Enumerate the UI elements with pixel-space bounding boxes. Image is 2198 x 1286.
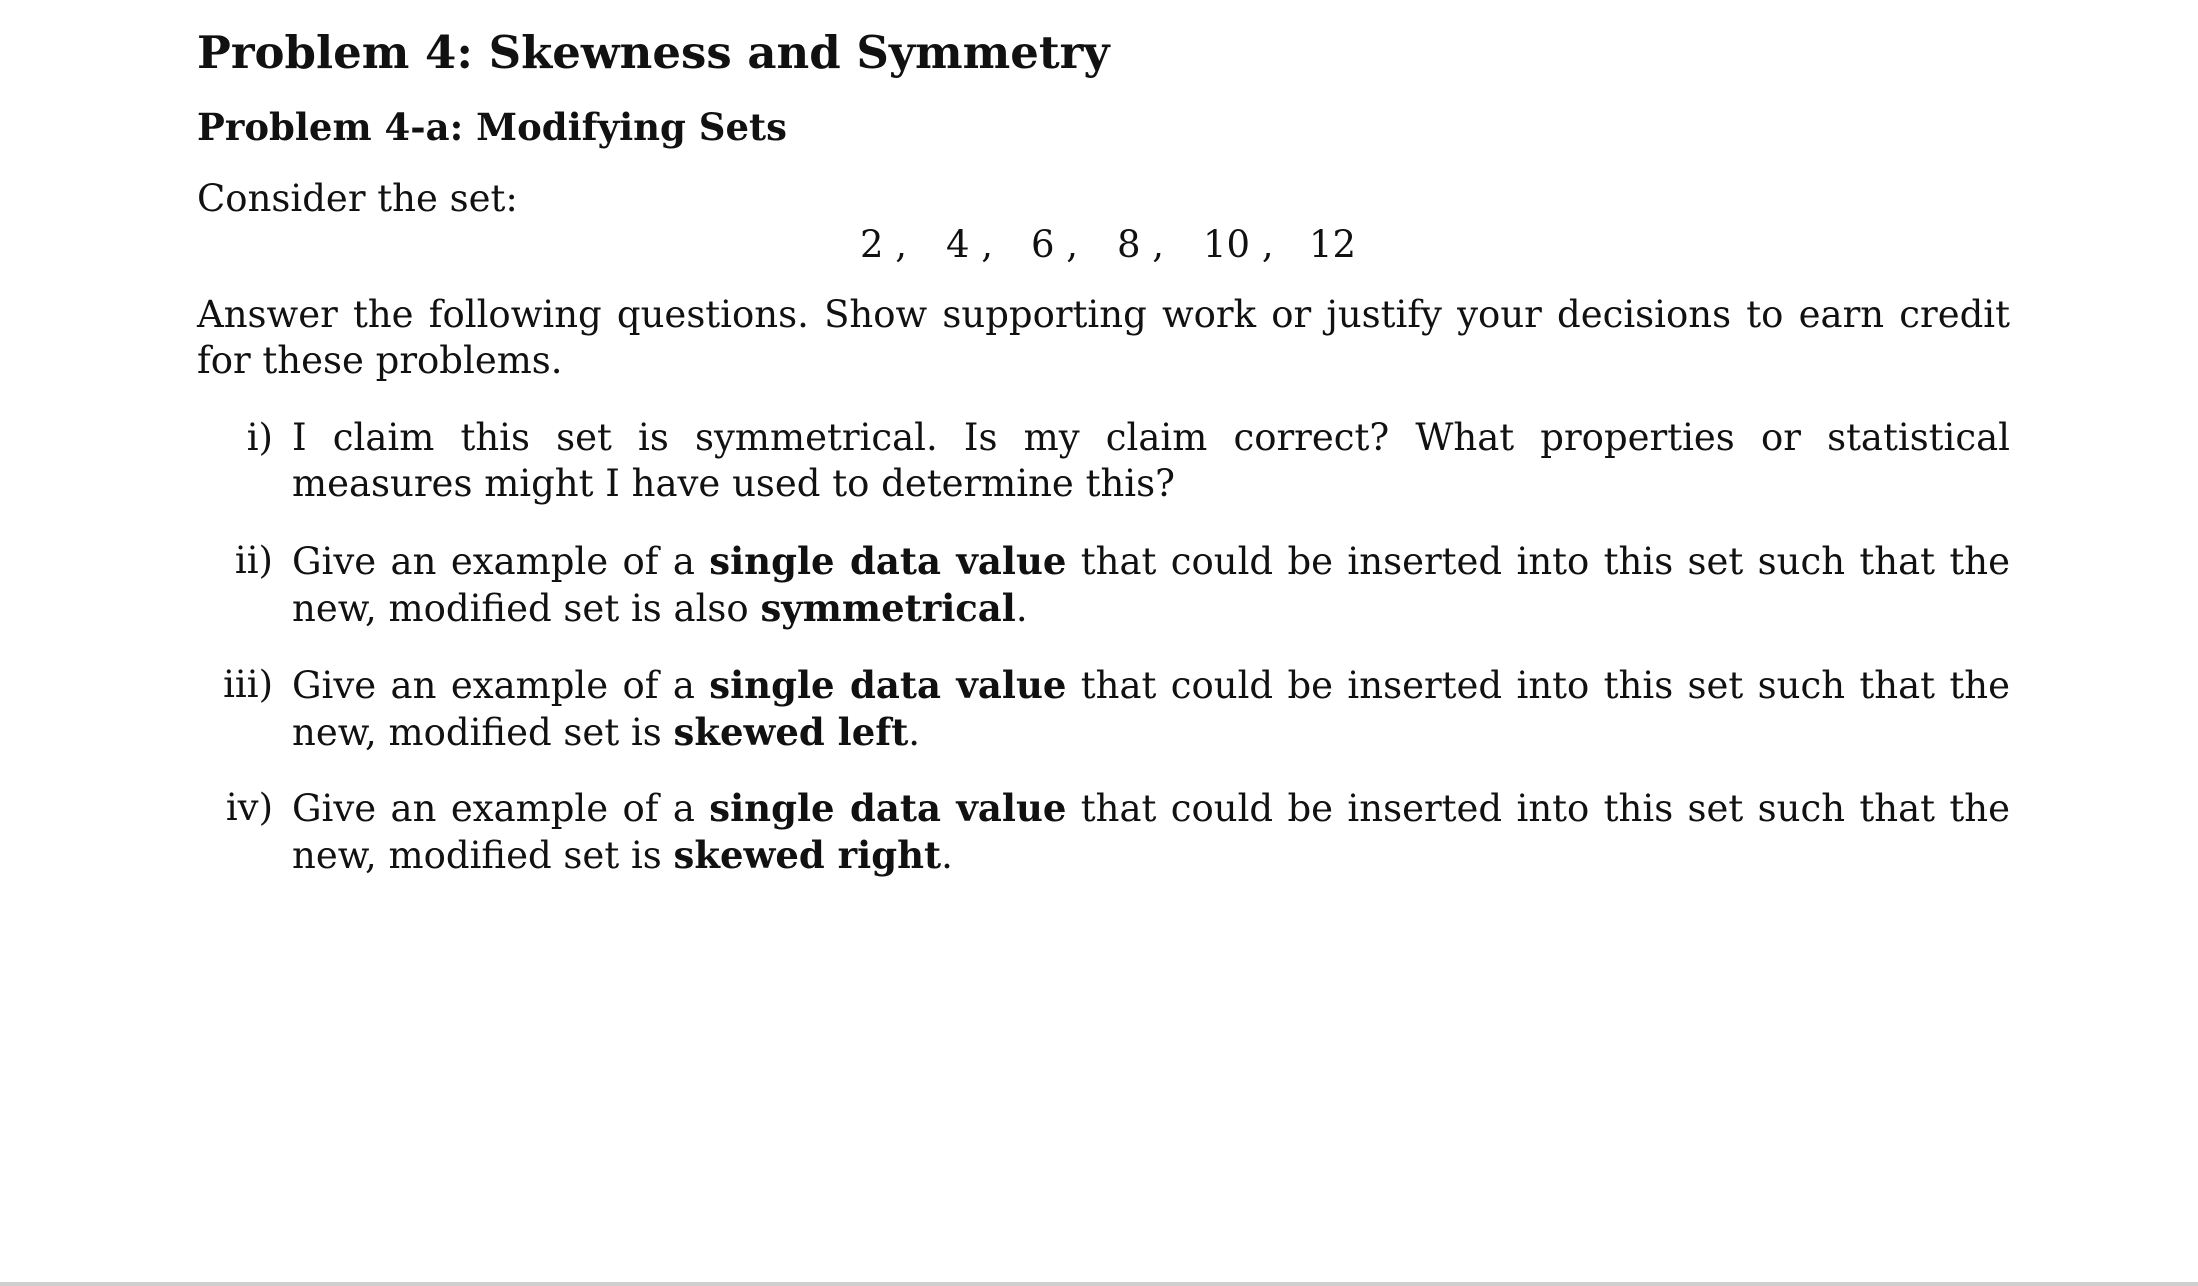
question-label: iv) — [225, 786, 273, 829]
question-label: iii) — [223, 663, 273, 706]
set-value: 12 — [1309, 223, 1357, 266]
number-set — [0, 222, 2198, 268]
set-value: 2 , — [860, 223, 908, 266]
question-label: ii) — [234, 539, 273, 582]
question-text: Give an example of a single data value that could be inserted into this set such that the new, modified set is also symmetrical. — [292, 539, 2010, 630]
problem-title: Problem 4: Skewness and Symmetry — [197, 26, 1110, 79]
question-text: Give an example of a single data value that could be inserted into this set such that the new, modified set is skewed left. — [292, 663, 2010, 754]
emphasis: single data value — [709, 539, 1067, 583]
problem-subtitle: Problem 4-a: Modifying Sets — [197, 105, 787, 149]
set-value: 8 , — [1117, 223, 1165, 266]
consider-text: Consider the set: — [197, 177, 518, 220]
emphasis: symmetrical — [760, 586, 1016, 630]
emphasis: skewed left — [673, 710, 909, 754]
set-value: 10 , — [1203, 223, 1274, 266]
emphasis: single data value — [709, 663, 1067, 707]
question-text: Give an example of a single data value that could be inserted into this set such that the new, modified set is skewed right. — [292, 786, 2010, 877]
set-value: 4 , — [946, 223, 994, 266]
question-text: I claim this set is symmetrical. Is my claim correct? What properties or statistical measures might I have used to determine this? — [292, 416, 2010, 505]
set-value: 6 , — [1031, 223, 1079, 266]
emphasis: skewed right — [673, 833, 942, 877]
question-label: i) — [246, 416, 273, 459]
emphasis: single data value — [709, 786, 1067, 830]
page-bottom-edge — [0, 1282, 2198, 1286]
instructions-paragraph: Answer the following questions. Show supporting work or justify your decisions to earn credit for these problems. — [197, 293, 2010, 382]
